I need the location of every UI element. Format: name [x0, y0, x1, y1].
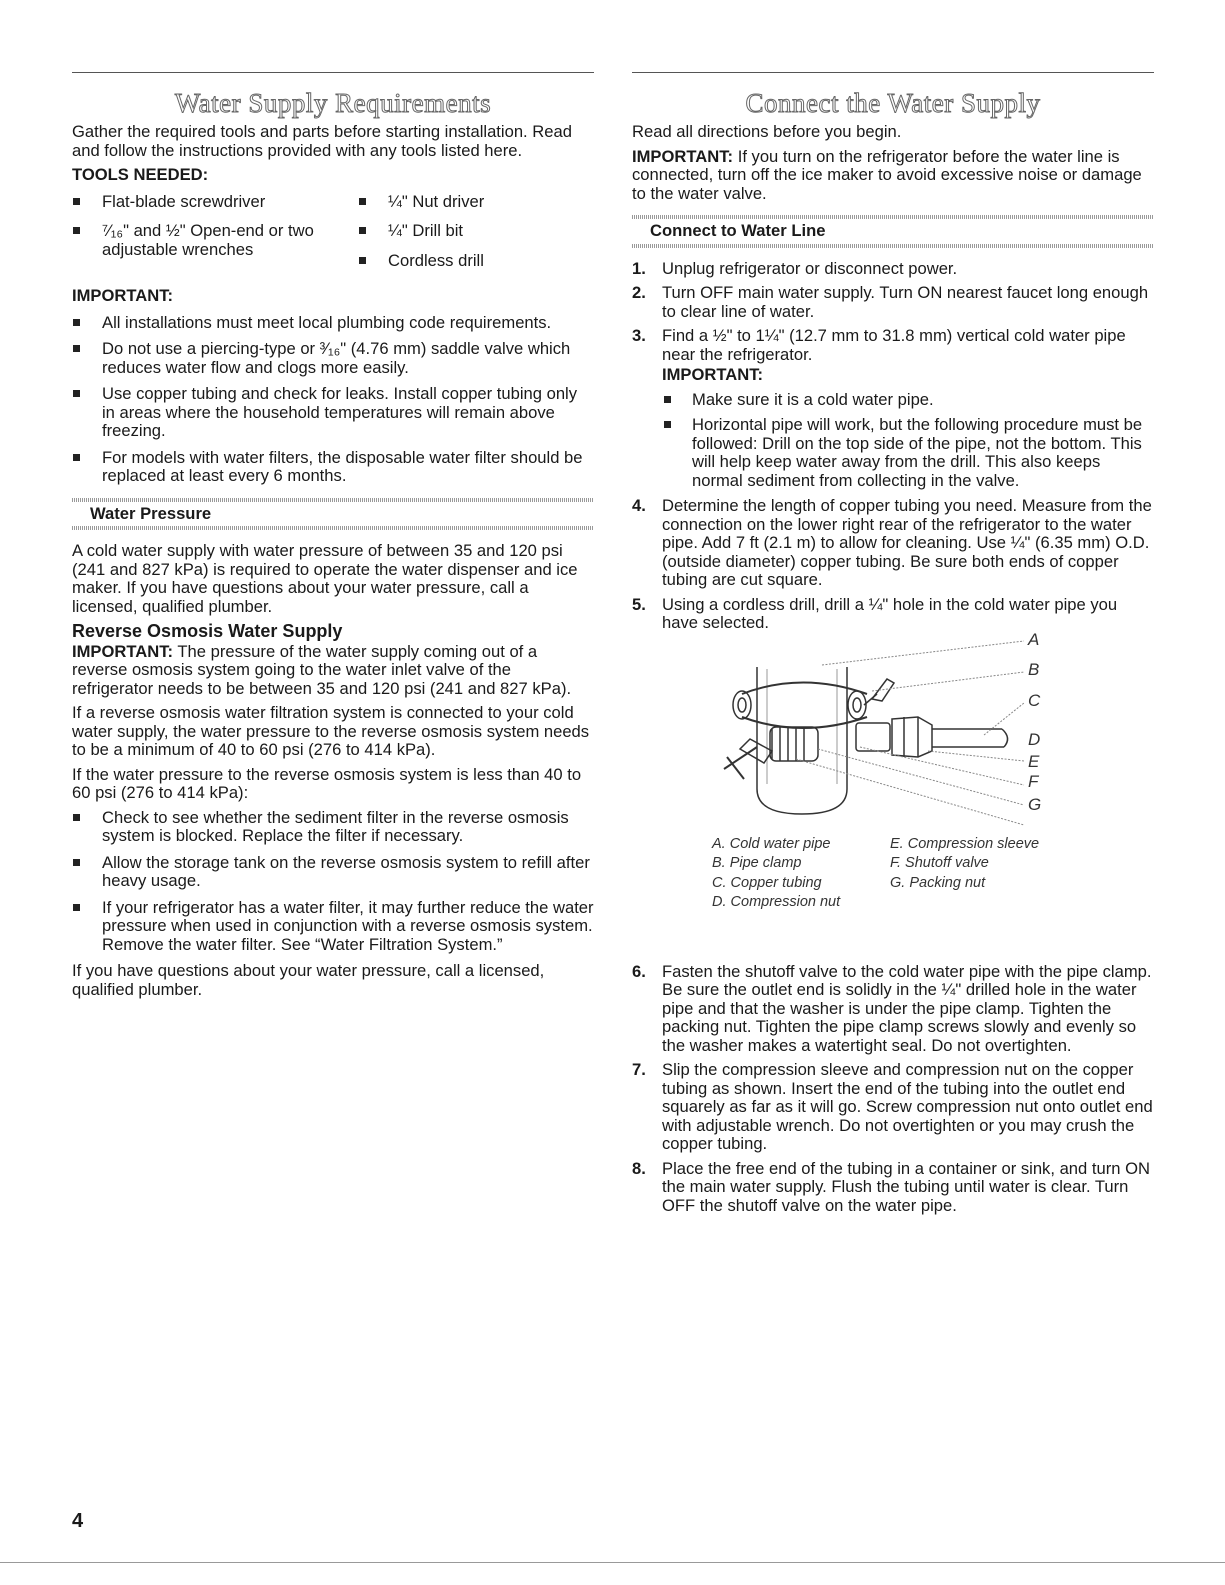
step-text: Slip the compression sleeve and compression nut on the copper tubing as shown. Insert the end of the tubing into the outlet end squarely as far as it will go. Screw compression nut onto outlet end with adjustable wrench. Do not overtighten or you may crush the copper tubing.: [662, 1060, 1153, 1153]
ro-important-text: The pressure of the water supply coming out of a reverse osmosis system going to the water inlet valve of the refrigerator needs to be between 35 and 120 psi (241 and 827 kPa).: [72, 641, 572, 698]
ro-list: [72, 809, 594, 955]
caption-item: G. Packing nut: [890, 874, 986, 891]
section-title: Water Supply Requirements: [174, 88, 492, 118]
step-number: 7.: [632, 1060, 646, 1079]
caption-item: B. Pipe clamp: [712, 855, 802, 871]
left-column: [72, 72, 594, 1005]
connect-heading: Connect to Water Line: [632, 215, 1154, 248]
tools-column-2: [358, 193, 484, 282]
steps-list: [632, 260, 1154, 633]
step-item: [632, 327, 1154, 490]
step-item: [632, 596, 1154, 633]
tools-heading: TOOLS NEEDED:: [72, 165, 209, 184]
figure-label-a: A: [1028, 629, 1040, 649]
list-item: ⁷⁄₁₆" and ½" Open-end or two adjustable wrenches: [72, 222, 358, 259]
step-important-heading: IMPORTANT:: [662, 365, 764, 384]
caption-item: C. Copper tubing: [712, 874, 822, 891]
step-number: 5.: [632, 594, 646, 614]
important-paragraph: [632, 148, 1154, 204]
step-item: [632, 963, 1154, 1056]
valve-illustration: [632, 639, 1154, 953]
reverse-osmosis-heading: Reverse Osmosis Water Supply: [72, 621, 343, 641]
caption-right: [890, 835, 1039, 894]
step-item: [632, 497, 1154, 590]
step-text: Unplug refrigerator or disconnect power.: [662, 258, 958, 278]
shutoff-valve-diagram: [632, 629, 1154, 953]
step-text: Fasten the shutoff valve to the cold water pipe with the pipe clamp. Be sure the outlet end is solidly in the ¼" drilled hole in the water pipe and that the washer is under the pipe clamp. Tighten the packing nut. Tighten the pipe clamp screws slowly and evenly so the washer makes a watertight seal. Do not overtighten.: [662, 961, 1152, 1055]
list-item: All installations must meet local plumbing code requirements.: [72, 314, 594, 333]
intro-paragraph: Read all directions before you begin.: [632, 122, 902, 141]
section-rule: [72, 72, 594, 73]
caption-item: E. Compression sleeve: [890, 835, 1040, 852]
figure-label-c: C: [1028, 690, 1041, 710]
important-label: IMPORTANT:: [632, 146, 734, 166]
step-number: 1.: [632, 258, 646, 278]
important-label: IMPORTANT:: [72, 641, 174, 661]
tools-column-1: [72, 193, 358, 282]
water-pressure-paragraph: A cold water supply with water pressure of between 35 and 120 psi (241 and 827 kPa) is required to operate the water dispenser and ice maker. If you have questions about your water pressure, call a licensed, qualified plumber.: [72, 541, 578, 616]
step-number: 3.: [632, 326, 646, 345]
list-item: Allow the storage tank on the reverse osmosis system to refill after heavy usage.: [72, 854, 594, 891]
step-text: Turn OFF main water supply. Turn ON nearest faucet long enough to clear line of water.: [662, 283, 1149, 321]
step-item: [632, 260, 1154, 279]
step-number: 8.: [632, 1158, 646, 1178]
step-text: Find a ½" to 1¼" (12.7 mm to 31.8 mm) vertical cold water pipe near the refrigerator.: [662, 326, 1126, 364]
step-item: [632, 1061, 1154, 1154]
step-number: 2.: [632, 283, 646, 302]
step-text: Place the free end of the tubing in a container or sink, and turn ON the main water supply. Flush the tubing until water is clear. Turn OFF the shutoff valve on the water pipe.: [662, 1158, 1150, 1215]
important-text: If you turn on the refrigerator before the water line is connected, turn off the ice maker to avoid excessive noise or damage to the water valve.: [632, 146, 1142, 203]
ro-paragraph-2: If a reverse osmosis water filtration system is connected to your cold water supply, the water pressure to the reverse osmosis system needs to be a minimum of 40 to 60 psi (276 to 414 kPa).: [72, 703, 590, 759]
step-item: [632, 284, 1154, 321]
figure-label-g: G: [1028, 794, 1042, 814]
figure-label-f: F: [1028, 771, 1039, 791]
list-item: Use copper tubing and check for leaks. Install copper tubing only in areas where the household temperatures will remain above freezing.: [72, 385, 594, 441]
list-item: Make sure it is a cold water pipe.: [662, 391, 1154, 410]
step-text: Using a cordless drill, drill a ¼" hole in the cold water pipe you have selected.: [662, 594, 1118, 632]
right-column: [632, 72, 1154, 1221]
section-title: Connect the Water Supply: [745, 88, 1041, 118]
page-bottom-rule: [0, 1562, 1225, 1563]
list-item: Flat-blade screwdriver: [72, 193, 358, 212]
page-number: 4: [72, 1510, 84, 1532]
tools-list: [72, 193, 594, 282]
list-item: Check to see whether the sediment filter in the reverse osmosis system is blocked. Replace the filter if necessary.: [72, 809, 594, 846]
figure-label-d: D: [1028, 729, 1041, 749]
list-item: For models with water filters, the disposable water filter should be replaced at least every 6 months.: [72, 449, 594, 486]
caption-item: F. Shutoff valve: [890, 855, 989, 871]
list-item: If your refrigerator has a water filter, it may further reduce the water pressure when used in conjunction with a reverse osmosis system. Remove the water filter. See “Water Filtration System.”: [72, 899, 594, 955]
figure-label-b: B: [1028, 659, 1040, 679]
step-important-list: [662, 391, 1154, 491]
step-item: [632, 1160, 1154, 1216]
list-item: ¼" Nut driver: [358, 193, 484, 212]
ro-important-paragraph: [72, 643, 594, 699]
water-pressure-heading: Water Pressure: [72, 498, 594, 531]
list-item: Cordless drill: [358, 252, 484, 271]
caption-item: A. Cold water pipe: [712, 835, 831, 852]
caption-left: [712, 835, 840, 913]
caption-item: D. Compression nut: [712, 894, 841, 910]
section-rule: [632, 72, 1154, 73]
steps-list-continued: [632, 963, 1154, 1216]
intro-paragraph: Gather the required tools and parts before starting installation. Read and follow the instructions provided with any tools listed here.: [72, 122, 572, 160]
important-list: [72, 314, 594, 486]
ro-paragraph-3: If the water pressure to the reverse osmosis system is less than 40 to 60 psi (276 to 414 kPa):: [72, 764, 582, 802]
step-number: 6.: [632, 961, 646, 981]
step-number: 4.: [632, 496, 646, 515]
list-item: Horizontal pipe will work, but the following procedure must be followed: Drill on the top side of the pipe, not the bottom. This will help keep water away from the drill. This also keeps normal sediment from collecting in the valve.: [662, 416, 1154, 490]
closing-paragraph: If you have questions about your water pressure, call a licensed, qualified plumber.: [72, 961, 545, 999]
step-text: Determine the length of copper tubing you need. Measure from the connection on the lower right rear of the refrigerator to the water pipe. Add 7 ft (2.1 m) to allow for cleaning. Use ¼" (6.35 mm) O.D. (outside diameter) copper tubing. Be sure both ends of copper tubing are cut square.: [662, 496, 1152, 589]
figure-label-e: E: [1028, 751, 1040, 771]
important-heading: IMPORTANT:: [72, 286, 174, 305]
list-item: Do not use a piercing-type or ³⁄₁₆" (4.76 mm) saddle valve which reduces water flow and clogs more easily.: [72, 340, 594, 377]
list-item: ¼" Drill bit: [358, 222, 484, 241]
